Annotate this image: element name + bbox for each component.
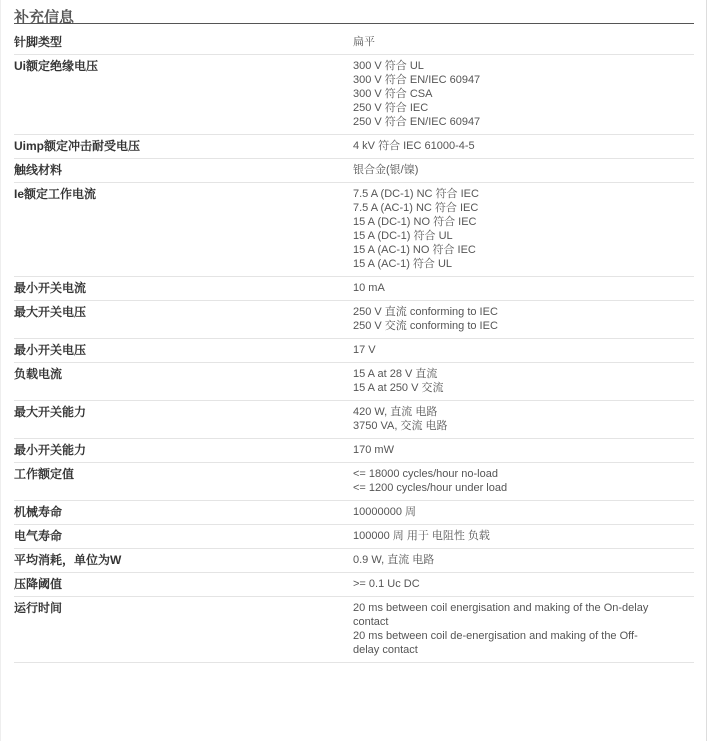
spec-label: 平均消耗，单位为W [14,549,353,573]
spec-value-line: 15 A at 28 V 直流 [353,368,438,380]
spec-value-line: 250 V 符合 EN/IEC 60947 [353,116,481,128]
spec-label: 最小开关电压 [14,339,353,363]
table-row [14,597,694,663]
spec-value-line: 420 W, 直流 电路 [353,406,438,418]
table-row [14,183,694,277]
table-row [14,363,694,401]
spec-label: 最大开关能力 [14,401,353,439]
spec-table [14,31,694,663]
spec-value [353,439,694,463]
spec-value [353,31,694,55]
spec-value-line: 银合金(银/镍) [353,164,419,176]
spec-value-line: 15 A at 250 V 交流 [353,382,444,394]
spec-value-line: 300 V 符合 UL [353,60,424,72]
spec-value [353,597,694,663]
table-row [14,401,694,439]
spec-label: 最小开关能力 [14,439,353,463]
spec-label: Ui额定绝缘电压 [14,55,353,135]
spec-value-line: <= 18000 cycles/hour no-load [353,468,498,480]
spec-value-line: 300 V 符合 CSA [353,88,433,100]
spec-value [353,401,694,439]
spec-label: 负载电流 [14,363,353,401]
spec-value [353,549,694,573]
spec-value [353,363,694,401]
spec-value [353,525,694,549]
spec-value-line: 0.9 W, 直流 电路 [353,554,435,566]
table-row [14,277,694,301]
table-row [14,439,694,463]
spec-value-line: 15 A (DC-1) 符合 UL [353,230,453,242]
spec-value-line: 扁平 [353,36,375,48]
spec-label: 电气寿命 [14,525,353,549]
spec-value-line: 10000000 周 [353,506,416,518]
spec-value-line: contact [353,616,389,628]
spec-table-body [14,31,694,663]
spec-value-line: 100000 周 用于 电阻性 负载 [353,530,490,542]
table-row [14,549,694,573]
spec-value-line: 15 A (AC-1) 符合 UL [353,258,453,270]
table-row [14,501,694,525]
spec-label: 工作额定值 [14,463,353,501]
table-row [14,339,694,363]
spec-label: 针脚类型 [14,31,353,55]
spec-value [353,55,694,135]
table-row [14,573,694,597]
spec-label: 触线材料 [14,159,353,183]
spec-value-line: <= 1200 cycles/hour under load [353,482,508,494]
spec-value-line: 17 V [353,344,376,356]
spec-value [353,159,694,183]
spec-value [353,501,694,525]
spec-label: Ie额定工作电流 [14,183,353,277]
spec-value-line: 3750 VA, 交流 电路 [353,420,448,432]
spec-value-line: 10 mA [353,282,385,294]
spec-value-line: >= 0.1 Uc DC [353,578,420,590]
spec-label: 运行时间 [14,597,353,663]
spec-label: 最大开关电压 [14,301,353,339]
table-row [14,463,694,501]
spec-value-line: 20 ms between coil de-energisation and making of the Off- [353,630,638,642]
table-row [14,55,694,135]
spec-value [353,463,694,501]
spec-value-line: 250 V 交流 conforming to IEC [353,320,498,332]
spec-label: 机械寿命 [14,501,353,525]
spec-label: 最小开关电流 [14,277,353,301]
spec-value-line: 250 V 符合 IEC [353,102,429,114]
spec-value-line: 170 mW [353,444,394,456]
table-row [14,31,694,55]
spec-value [353,135,694,159]
spec-value-line: 15 A (AC-1) NO 符合 IEC [353,244,476,256]
table-row [14,135,694,159]
spec-value [353,301,694,339]
spec-value-line: 15 A (DC-1) NO 符合 IEC [353,216,477,228]
spec-value [353,277,694,301]
table-row [14,159,694,183]
spec-value-line: 4 kV 符合 IEC 61000-4-5 [353,140,475,152]
spec-value-line: delay contact [353,644,418,656]
spec-value-line: 7.5 A (DC-1) NC 符合 IEC [353,188,479,200]
table-row [14,525,694,549]
table-row [14,301,694,339]
spec-value [353,339,694,363]
spec-value-line: 300 V 符合 EN/IEC 60947 [353,74,481,86]
spec-value [353,573,694,597]
section-title: 补充信息 [14,9,75,26]
title-divider [14,23,694,24]
spec-label: Uimp额定冲击耐受电压 [14,135,353,159]
spec-value-line: 7.5 A (AC-1) NC 符合 IEC [353,202,479,214]
spec-value-line: 20 ms between coil energisation and making of the On-delay [353,602,649,614]
spec-value-line: 250 V 直流 conforming to IEC [353,306,498,318]
spec-label: 压降阈值 [14,573,353,597]
spec-value [353,183,694,277]
